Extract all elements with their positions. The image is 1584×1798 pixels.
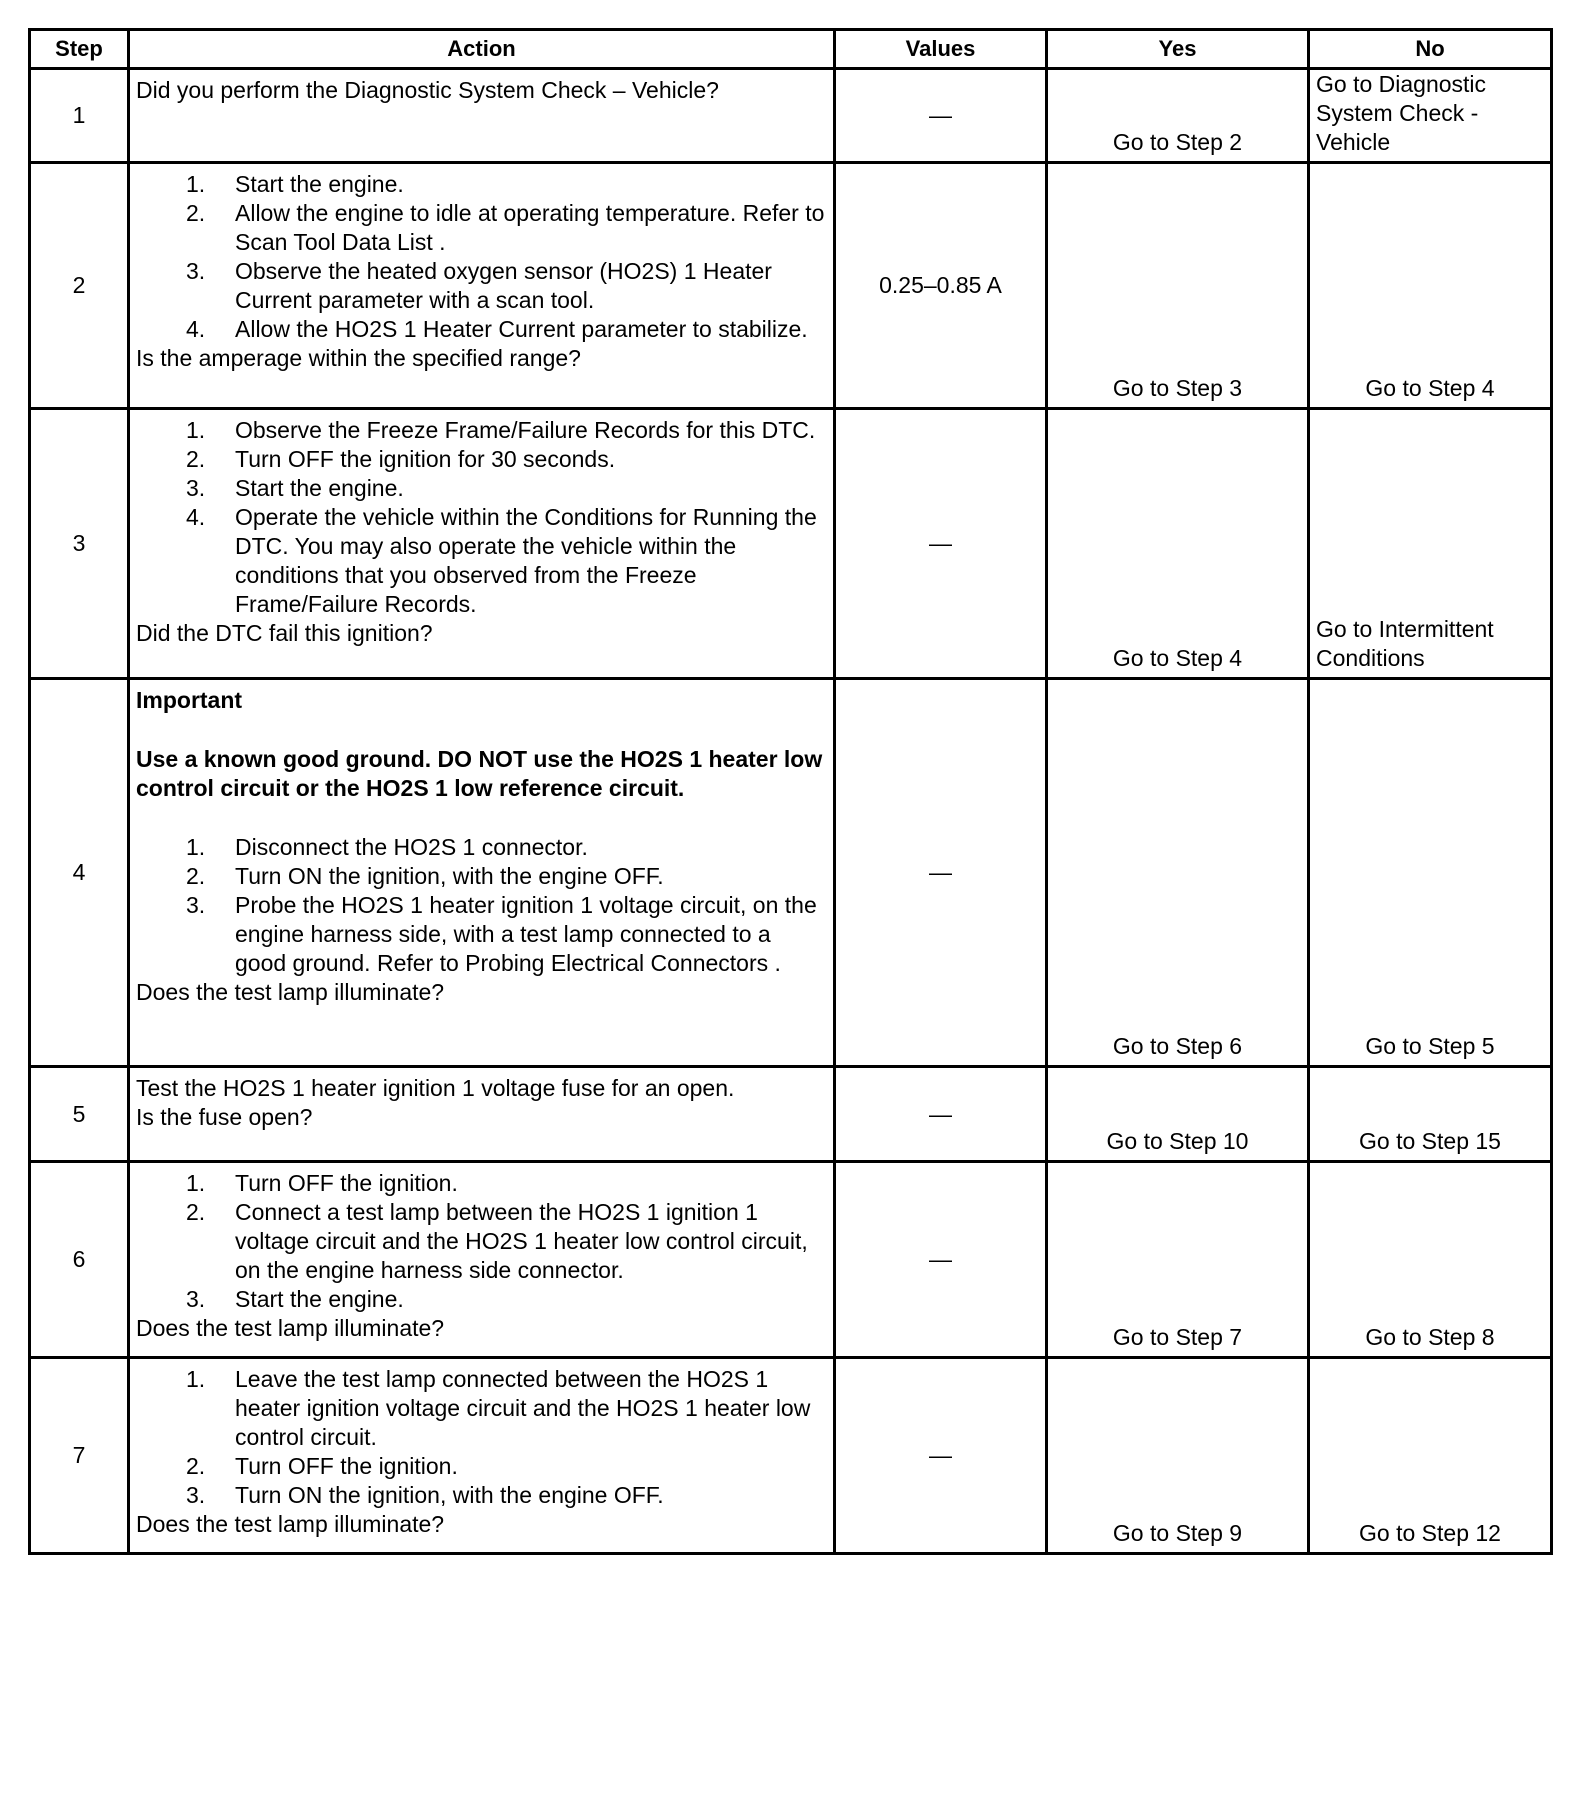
table-row <box>30 1162 1552 1358</box>
yes-link[interactable]: Go to Step 4 <box>1112 645 1243 671</box>
list-item: 1. Observe the Freeze Frame/Failure Records for this DTC. <box>186 417 816 443</box>
action-steps <box>136 170 827 344</box>
yes-cell <box>1047 1162 1309 1358</box>
no-link[interactable]: Go to Step 15 <box>1359 1128 1501 1154</box>
list-item: 2. Connect a test lamp between the HO2S 1 ignition 1 voltage circuit and the HO2S 1 heater low control circuit, on the engine harness side connector. <box>186 1199 808 1283</box>
step-number: 3 <box>30 409 129 679</box>
list-item: 2. Turn OFF the ignition for 30 seconds. <box>186 446 616 472</box>
no-cell <box>1309 679 1552 1067</box>
yes-cell <box>1047 1358 1309 1554</box>
yes-cell <box>1047 69 1309 163</box>
important-text: Use a known good ground. DO NOT use the HO2S 1 heater low control circuit or the HO2S 1 low reference circuit. <box>136 746 823 801</box>
no-cell <box>1309 1358 1552 1554</box>
value-cell: 0.25–0.85 A <box>835 163 1047 409</box>
no-cell <box>1309 163 1552 409</box>
value-cell: — <box>835 1162 1047 1358</box>
no-link[interactable]: Go to Step 4 <box>1365 375 1495 401</box>
value-cell: — <box>835 1358 1047 1554</box>
no-link[interactable]: Go to Step 5 <box>1365 1033 1495 1059</box>
yes-cell <box>1047 163 1309 409</box>
yes-link[interactable]: Go to Step 9 <box>1112 1520 1243 1546</box>
value-cell: — <box>835 409 1047 679</box>
no-link[interactable]: Go to Diagnostic System Check - Vehicle <box>1316 71 1487 155</box>
action-question: Is the fuse open? <box>136 1104 313 1130</box>
list-item: 4. Allow the HO2S 1 Heater Current parameter to stabilize. <box>186 316 808 342</box>
yes-link[interactable]: Go to Step 2 <box>1112 129 1243 155</box>
no-link[interactable]: Go to Step 8 <box>1365 1324 1495 1350</box>
header-action: Action <box>129 30 835 69</box>
action-question: Did the DTC fail this ignition? <box>136 620 433 646</box>
action-steps <box>136 416 827 619</box>
yes-link[interactable]: Go to Step 10 <box>1106 1128 1249 1154</box>
action-cell <box>129 1162 835 1358</box>
no-cell <box>1309 1067 1552 1162</box>
list-item: 2. Turn OFF the ignition. <box>186 1453 458 1479</box>
action-question: Is the amperage within the specified range? <box>136 345 581 371</box>
list-item: 3. Start the engine. <box>186 1286 404 1312</box>
action-cell <box>129 69 835 163</box>
list-item: 3. Probe the HO2S 1 heater ignition 1 voltage circuit, on the engine harness side, with a test lamp connected to a good ground. Refer to Probing Electrical Connectors . <box>186 892 817 976</box>
header-values: Values <box>835 30 1047 69</box>
step-number: 2 <box>30 163 129 409</box>
no-link[interactable]: Go to Step 12 <box>1359 1520 1501 1546</box>
no-cell <box>1309 69 1552 163</box>
list-item: 2. Turn ON the ignition, with the engine OFF. <box>186 863 664 889</box>
action-intro: Test the HO2S 1 heater ignition 1 voltage fuse for an open. <box>136 1075 735 1101</box>
action-intro: Did you perform the Diagnostic System Check – Vehicle? <box>136 77 719 103</box>
yes-cell <box>1047 679 1309 1067</box>
list-item: 1. Disconnect the HO2S 1 connector. <box>186 834 588 860</box>
header-yes: Yes <box>1047 30 1309 69</box>
action-cell <box>129 1358 835 1554</box>
list-item: 4. Operate the vehicle within the Conditions for Running the DTC. You may also operate the vehicle within the conditions that you observed from the Freeze Frame/Failure Records. <box>186 504 817 617</box>
action-steps <box>136 1365 827 1510</box>
action-cell <box>129 679 835 1067</box>
action-cell <box>129 409 835 679</box>
table-row <box>30 679 1552 1067</box>
action-steps <box>136 833 827 978</box>
list-item: 1. Turn OFF the ignition. <box>186 1170 458 1196</box>
value-cell: — <box>835 69 1047 163</box>
list-item: 3. Turn ON the ignition, with the engine OFF. <box>186 1482 664 1508</box>
step-number: 5 <box>30 1067 129 1162</box>
action-question: Does the test lamp illuminate? <box>136 1315 445 1341</box>
diagnostic-table <box>28 28 1553 1555</box>
table-row <box>30 1358 1552 1554</box>
step-number: 1 <box>30 69 129 163</box>
list-item: 2. Allow the engine to idle at operating temperature. Refer to Scan Tool Data List . <box>186 200 825 255</box>
yes-link[interactable]: Go to Step 3 <box>1112 375 1243 401</box>
action-question: Does the test lamp illuminate? <box>136 979 445 1005</box>
table-row <box>30 163 1552 409</box>
value-cell: — <box>835 679 1047 1067</box>
list-item: 3. Start the engine. <box>186 475 404 501</box>
list-item: 3. Observe the heated oxygen sensor (HO2S) 1 Heater Current parameter with a scan tool. <box>186 258 772 313</box>
yes-cell <box>1047 1067 1309 1162</box>
yes-link[interactable]: Go to Step 7 <box>1112 1324 1243 1350</box>
no-cell <box>1309 1162 1552 1358</box>
yes-cell <box>1047 409 1309 679</box>
no-link[interactable]: Go to Intermittent Conditions <box>1316 616 1494 671</box>
important-title: Important <box>136 687 243 713</box>
step-number: 4 <box>30 679 129 1067</box>
yes-link[interactable]: Go to Step 6 <box>1112 1033 1243 1059</box>
value-cell: — <box>835 1067 1047 1162</box>
step-number: 7 <box>30 1358 129 1554</box>
header-row <box>30 30 1552 69</box>
no-cell <box>1309 409 1552 679</box>
action-cell <box>129 1067 835 1162</box>
header-no: No <box>1309 30 1552 69</box>
action-steps <box>136 1169 827 1314</box>
table-row <box>30 409 1552 679</box>
step-number: 6 <box>30 1162 129 1358</box>
action-cell <box>129 163 835 409</box>
action-question: Does the test lamp illuminate? <box>136 1511 445 1537</box>
table-row <box>30 69 1552 163</box>
table-row <box>30 1067 1552 1162</box>
header-step: Step <box>30 30 129 69</box>
list-item: 1. Start the engine. <box>186 171 404 197</box>
list-item: 1. Leave the test lamp connected between the HO2S 1 heater ignition voltage circuit and the HO2S 1 heater low control circuit. <box>186 1366 811 1450</box>
